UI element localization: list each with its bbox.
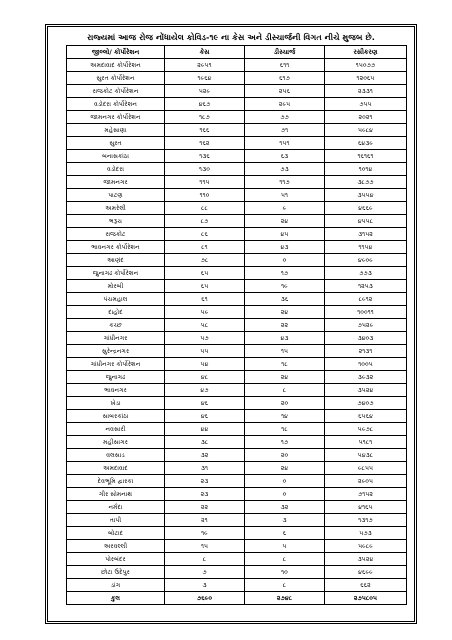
discharge-cell: ૮ xyxy=(245,579,325,592)
cases-cell: ૫૯ xyxy=(165,306,245,319)
table-row xyxy=(67,85,407,98)
district-cell: જામનગર કોર્પોરેશન xyxy=(67,111,165,124)
table-row xyxy=(67,215,407,228)
district-cell: ભાવનગર કોર્પોરેશન xyxy=(67,241,165,254)
vaccination-cell: ૭૫૫ xyxy=(325,98,407,111)
discharge-cell: ૨૫૬ xyxy=(245,85,325,98)
vaccination-cell: ૧૨૦૬૫ xyxy=(325,72,407,85)
discharge-cell: ૧૭ xyxy=(245,267,325,280)
cases-cell: ૧૩૬ xyxy=(165,150,245,163)
cases-cell: ૩ xyxy=(165,579,245,592)
table-row xyxy=(67,202,407,215)
cases-cell: ૮૭ xyxy=(165,215,245,228)
discharge-cell: ૭૧ xyxy=(245,124,325,137)
table-row xyxy=(67,540,407,553)
district-cell: નવસારી xyxy=(67,423,165,436)
vaccination-cell: ૩૫૨૪ xyxy=(325,553,407,566)
cases-cell: ૮૧ xyxy=(165,241,245,254)
discharge-cell: ૨૭૪૮ xyxy=(245,592,325,605)
cases-cell: ૫૨૯ xyxy=(165,85,245,98)
cases-cell: ૫૫ xyxy=(165,345,245,358)
district-cell: ખેડા xyxy=(67,397,165,410)
cases-cell: ૩૮ xyxy=(165,436,245,449)
table-body xyxy=(67,59,407,605)
table-row xyxy=(67,124,407,137)
vaccination-cell: ૧૦૦૧૧ xyxy=(325,306,407,319)
cases-cell: ૧૯ xyxy=(165,527,245,540)
discharge-cell: ૧૧૭ xyxy=(245,176,325,189)
table-row xyxy=(67,228,407,241)
vaccination-cell: ૧૦૦૫ xyxy=(325,358,407,371)
district-cell: મોરબી xyxy=(67,280,165,293)
district-cell: ડાંગ xyxy=(67,579,165,592)
cases-cell: ૪૬૭ xyxy=(165,98,245,111)
discharge-cell: ૧૦ xyxy=(245,566,325,579)
vaccination-cell: ૫૯૭૮ xyxy=(325,423,407,436)
vaccination-cell: ૪૬૯૯ xyxy=(325,566,407,579)
cases-cell: ૫૮ xyxy=(165,319,245,332)
cases-cell: ૪૮ xyxy=(165,371,245,384)
vaccination-cell: ૨૦૨૧ xyxy=(325,111,407,124)
table-row xyxy=(67,501,407,514)
discharge-cell: ૩ xyxy=(245,514,325,527)
table-row xyxy=(67,514,407,527)
district-cell: ગાંધીનગર કોર્પોરેશન xyxy=(67,358,165,371)
district-cell: પંચમહાલ xyxy=(67,293,165,306)
district-cell: સુરેન્દ્રનગર xyxy=(67,345,165,358)
discharge-cell: ૧૮ xyxy=(245,423,325,436)
vaccination-cell: ૩૫૫૪ xyxy=(325,189,407,202)
table-row xyxy=(67,566,407,579)
vaccination-cell: ૧૩૧૭ xyxy=(325,514,407,527)
table-row xyxy=(67,267,407,280)
cases-cell: ૫૭ xyxy=(165,332,245,345)
district-cell: પાટણ xyxy=(67,189,165,202)
table-row xyxy=(67,293,407,306)
table-header-row xyxy=(67,46,407,59)
vaccination-cell: ૧૧૫૪ xyxy=(325,241,407,254)
vaccination-cell: ૧૫૦૭૭ xyxy=(325,59,407,72)
table-row xyxy=(67,254,407,267)
table-row xyxy=(67,189,407,202)
district-cell: વડોદરા xyxy=(67,163,165,176)
vaccination-cell: ૫૪૩૮ xyxy=(325,449,407,462)
district-cell: બનાસકાંઠા xyxy=(67,150,165,163)
page-title: રાજ્યમાં આજ રોજ નોંધાયેલ કોવિડ-૧૯ ના કેસ અને ડીસ્ચાર્જની વિગત નીચે મુજબ છે. xyxy=(87,32,375,42)
table-row xyxy=(67,241,407,254)
vaccination-cell: ૭૪૦૭ xyxy=(325,397,407,410)
vaccination-cell: ૭૧૫૨ xyxy=(325,488,407,501)
district-cell: વલસાડ xyxy=(67,449,165,462)
district-cell: તાપી xyxy=(67,514,165,527)
district-cell: જુનાગઢ કોર્પોરેશન xyxy=(67,267,165,280)
district-cell: ભરૂચ xyxy=(67,215,165,228)
discharge-cell: ૬૧૭ xyxy=(245,72,325,85)
discharge-cell: ૧૯ xyxy=(245,280,325,293)
table-row xyxy=(67,163,407,176)
district-cell: મહેસાણા xyxy=(67,124,165,137)
district-cell: અમરેલી xyxy=(67,202,165,215)
vaccination-cell: ૩૧૫૨ xyxy=(325,228,407,241)
vaccination-cell: ૫૯૮૯ xyxy=(325,540,407,553)
district-cell: પોરબંદર xyxy=(67,553,165,566)
cases-cell: ૧૫ xyxy=(165,540,245,553)
header-vaccination: રસીકરણ xyxy=(325,46,407,59)
total-row xyxy=(67,592,407,605)
table-row xyxy=(67,371,407,384)
cases-cell: ૧૬૬ xyxy=(165,124,245,137)
cases-cell: ૧૬૨ xyxy=(165,137,245,150)
table-row xyxy=(67,176,407,189)
discharge-cell: ૧૪ xyxy=(245,410,325,423)
discharge-cell: ૨૪ xyxy=(245,371,325,384)
cases-cell: ૨૨ xyxy=(165,501,245,514)
table-row xyxy=(67,397,407,410)
vaccination-cell: ૪૫૫૮ xyxy=(325,215,407,228)
vaccination-cell: ૩૮૭૭ xyxy=(325,176,407,189)
discharge-cell: ૦ xyxy=(245,254,325,267)
cases-cell: ૬૫ xyxy=(165,280,245,293)
district-cell: સુરત xyxy=(67,137,165,150)
discharge-cell: ૪૩ xyxy=(245,241,325,254)
table-row xyxy=(67,137,407,150)
district-cell: મહીસાગર xyxy=(67,436,165,449)
discharge-cell: ૨૪ xyxy=(245,306,325,319)
discharge-cell: ૭૩ xyxy=(245,163,325,176)
discharge-cell: ૪૫ xyxy=(245,228,325,241)
district-cell: અમદાવાદ xyxy=(67,462,165,475)
cases-cell: ૫૪ xyxy=(165,358,245,371)
district-cell: સાબરકાંઠા xyxy=(67,410,165,423)
district-cell: નર્મદા xyxy=(67,501,165,514)
vaccination-cell: ૫૭૩ xyxy=(325,527,407,540)
vaccination-cell: ૨૩૩૧ xyxy=(325,85,407,98)
cases-cell: ૩૧ xyxy=(165,462,245,475)
discharge-cell: ૦ xyxy=(245,488,325,501)
vaccination-cell: ૪૯૦૯ xyxy=(325,254,407,267)
vaccination-cell: ૬૫૬૪ xyxy=(325,410,407,423)
table-row xyxy=(67,332,407,345)
vaccination-cell: ૮૯૧૨ xyxy=(325,293,407,306)
discharge-cell: ૨૦ xyxy=(245,397,325,410)
vaccination-cell: ૨૧૩૧ xyxy=(325,345,407,358)
cases-cell: ૪૪ xyxy=(165,423,245,436)
discharge-cell: ૧૫ xyxy=(245,345,325,358)
discharge-cell: ૨૦ xyxy=(245,449,325,462)
cases-cell: ૪૬ xyxy=(165,397,245,410)
discharge-cell: ૧૮ xyxy=(245,358,325,371)
district-cell: આણંદ xyxy=(67,254,165,267)
district-cell: જુનાગઢ xyxy=(67,371,165,384)
discharge-cell: ૧૭ xyxy=(245,436,325,449)
vaccination-cell: ૧૦૧૪ xyxy=(325,163,407,176)
district-cell: અમદાવાદ કોર્પોરેશન xyxy=(67,59,165,72)
district-cell: કચ્છ xyxy=(67,319,165,332)
table-row xyxy=(67,72,407,85)
district-cell: જામનગર xyxy=(67,176,165,189)
discharge-cell: ૦ xyxy=(245,475,325,488)
discharge-cell: ૬૩ xyxy=(245,150,325,163)
table-row xyxy=(67,150,407,163)
header-discharge: ડીસ્ચાર્જ xyxy=(245,46,325,59)
table-row xyxy=(67,462,407,475)
header-cases: કેસ xyxy=(165,46,245,59)
vaccination-cell: ૪૬૬૯ xyxy=(325,202,407,215)
discharge-cell: ૨૪ xyxy=(245,215,325,228)
covid-cases-table xyxy=(66,45,407,605)
discharge-cell: ૨૯૫ xyxy=(245,98,325,111)
discharge-cell: ૬ xyxy=(245,527,325,540)
discharge-cell: ૬૧૧ xyxy=(245,59,325,72)
table-row xyxy=(67,449,407,462)
table-row xyxy=(67,475,407,488)
vaccination-cell: ૭૫૨૯ xyxy=(325,319,407,332)
vaccination-cell: ૧૬૧૬૧ xyxy=(325,150,407,163)
cases-cell: ૧૧૦ xyxy=(165,189,245,202)
table-row xyxy=(67,436,407,449)
district-cell: રાજકોટ કોર્પોરેશન xyxy=(67,85,165,98)
cases-cell: ૮ xyxy=(165,553,245,566)
table-row xyxy=(67,280,407,293)
header-district: જીલ્લો/ કોર્પોરેશન xyxy=(67,46,165,59)
vaccination-cell: ૫૯૮૪ xyxy=(325,124,407,137)
vaccination-cell: ૬૬૨ xyxy=(325,579,407,592)
vaccination-cell: ૨૯૦૫ xyxy=(325,475,407,488)
cases-cell: ૨૯૫૧ xyxy=(165,59,245,72)
vaccination-cell: ૫૧૮૧ xyxy=(325,436,407,449)
table-row xyxy=(67,111,407,124)
district-cell: દાહોદ xyxy=(67,306,165,319)
discharge-cell: ૩૨ xyxy=(245,501,325,514)
cases-cell: ૨૧ xyxy=(165,514,245,527)
discharge-cell: ૯ xyxy=(245,202,325,215)
cases-cell: ૨૩ xyxy=(165,488,245,501)
discharge-cell: ૧૫૧ xyxy=(245,137,325,150)
cases-cell: ૩૨ xyxy=(165,449,245,462)
table-row xyxy=(67,579,407,592)
district-cell: રાજકોટ xyxy=(67,228,165,241)
discharge-cell: ૭૭ xyxy=(245,111,325,124)
district-cell: વડોદરા કોર્પોરેશન xyxy=(67,98,165,111)
discharge-cell: ૨૪ xyxy=(245,462,325,475)
table-row xyxy=(67,553,407,566)
cases-cell: ૮૮ xyxy=(165,202,245,215)
district-cell: બોટાદ xyxy=(67,527,165,540)
cases-cell: ૨૩ xyxy=(165,475,245,488)
cases-cell: ૭૮ xyxy=(165,254,245,267)
table-row xyxy=(67,527,407,540)
district-cell: સુરત કોર્પોરેશન xyxy=(67,72,165,85)
district-cell: દેવભૂમિ દ્વારકા xyxy=(67,475,165,488)
district-cell: ગાંધીનગર xyxy=(67,332,165,345)
discharge-cell: ૮ xyxy=(245,553,325,566)
vaccination-cell: ૪૧૬૫ xyxy=(325,501,407,514)
table-row xyxy=(67,345,407,358)
vaccination-cell: ૭૭૩ xyxy=(325,267,407,280)
table-row xyxy=(67,319,407,332)
vaccination-cell: ૧૨૫૩ xyxy=(325,280,407,293)
table-row xyxy=(67,488,407,501)
table-row xyxy=(67,423,407,436)
discharge-cell: ૫ xyxy=(245,540,325,553)
discharge-cell: ૩૬ xyxy=(245,293,325,306)
discharge-cell: ૫૧ xyxy=(245,189,325,202)
discharge-cell: ૨૨ xyxy=(245,319,325,332)
discharge-cell: ૪૩ xyxy=(245,332,325,345)
table-row xyxy=(67,306,407,319)
district-cell: ભાવનગર xyxy=(67,384,165,397)
district-cell: છોટા ઉદેપુર xyxy=(67,566,165,579)
cases-cell: ૬૫ xyxy=(165,267,245,280)
district-cell: કુલ xyxy=(67,592,165,605)
district-cell: ગીર સોમનાથ xyxy=(67,488,165,501)
cases-cell: ૧૩૦ xyxy=(165,163,245,176)
vaccination-cell: ૬૪૩૯ xyxy=(325,137,407,150)
cases-cell: ૭૬૯૦ xyxy=(165,592,245,605)
vaccination-cell: ૩૯૩૨ xyxy=(325,371,407,384)
cases-cell: ૮૬ xyxy=(165,228,245,241)
cases-cell: ૭ xyxy=(165,566,245,579)
cases-cell: ૪૭ xyxy=(165,384,245,397)
cases-cell: ૧૯૬૪ xyxy=(165,72,245,85)
vaccination-cell: ૨૭૫૮૦૫ xyxy=(325,592,407,605)
table-row xyxy=(67,98,407,111)
cases-cell: ૬૧ xyxy=(165,293,245,306)
table-row xyxy=(67,358,407,371)
table-row xyxy=(67,384,407,397)
cases-cell: ૪૬ xyxy=(165,410,245,423)
vaccination-cell: ૯૮૫૫ xyxy=(325,462,407,475)
district-cell: અરવલ્લી xyxy=(67,540,165,553)
vaccination-cell: ૩૪૦૩ xyxy=(325,332,407,345)
discharge-cell: ૮ xyxy=(245,384,325,397)
cases-cell: ૧૧૫ xyxy=(165,176,245,189)
vaccination-cell: ૩૫૨૪ xyxy=(325,384,407,397)
table-row xyxy=(67,410,407,423)
cases-cell: ૧૮૭ xyxy=(165,111,245,124)
table-row xyxy=(67,59,407,72)
